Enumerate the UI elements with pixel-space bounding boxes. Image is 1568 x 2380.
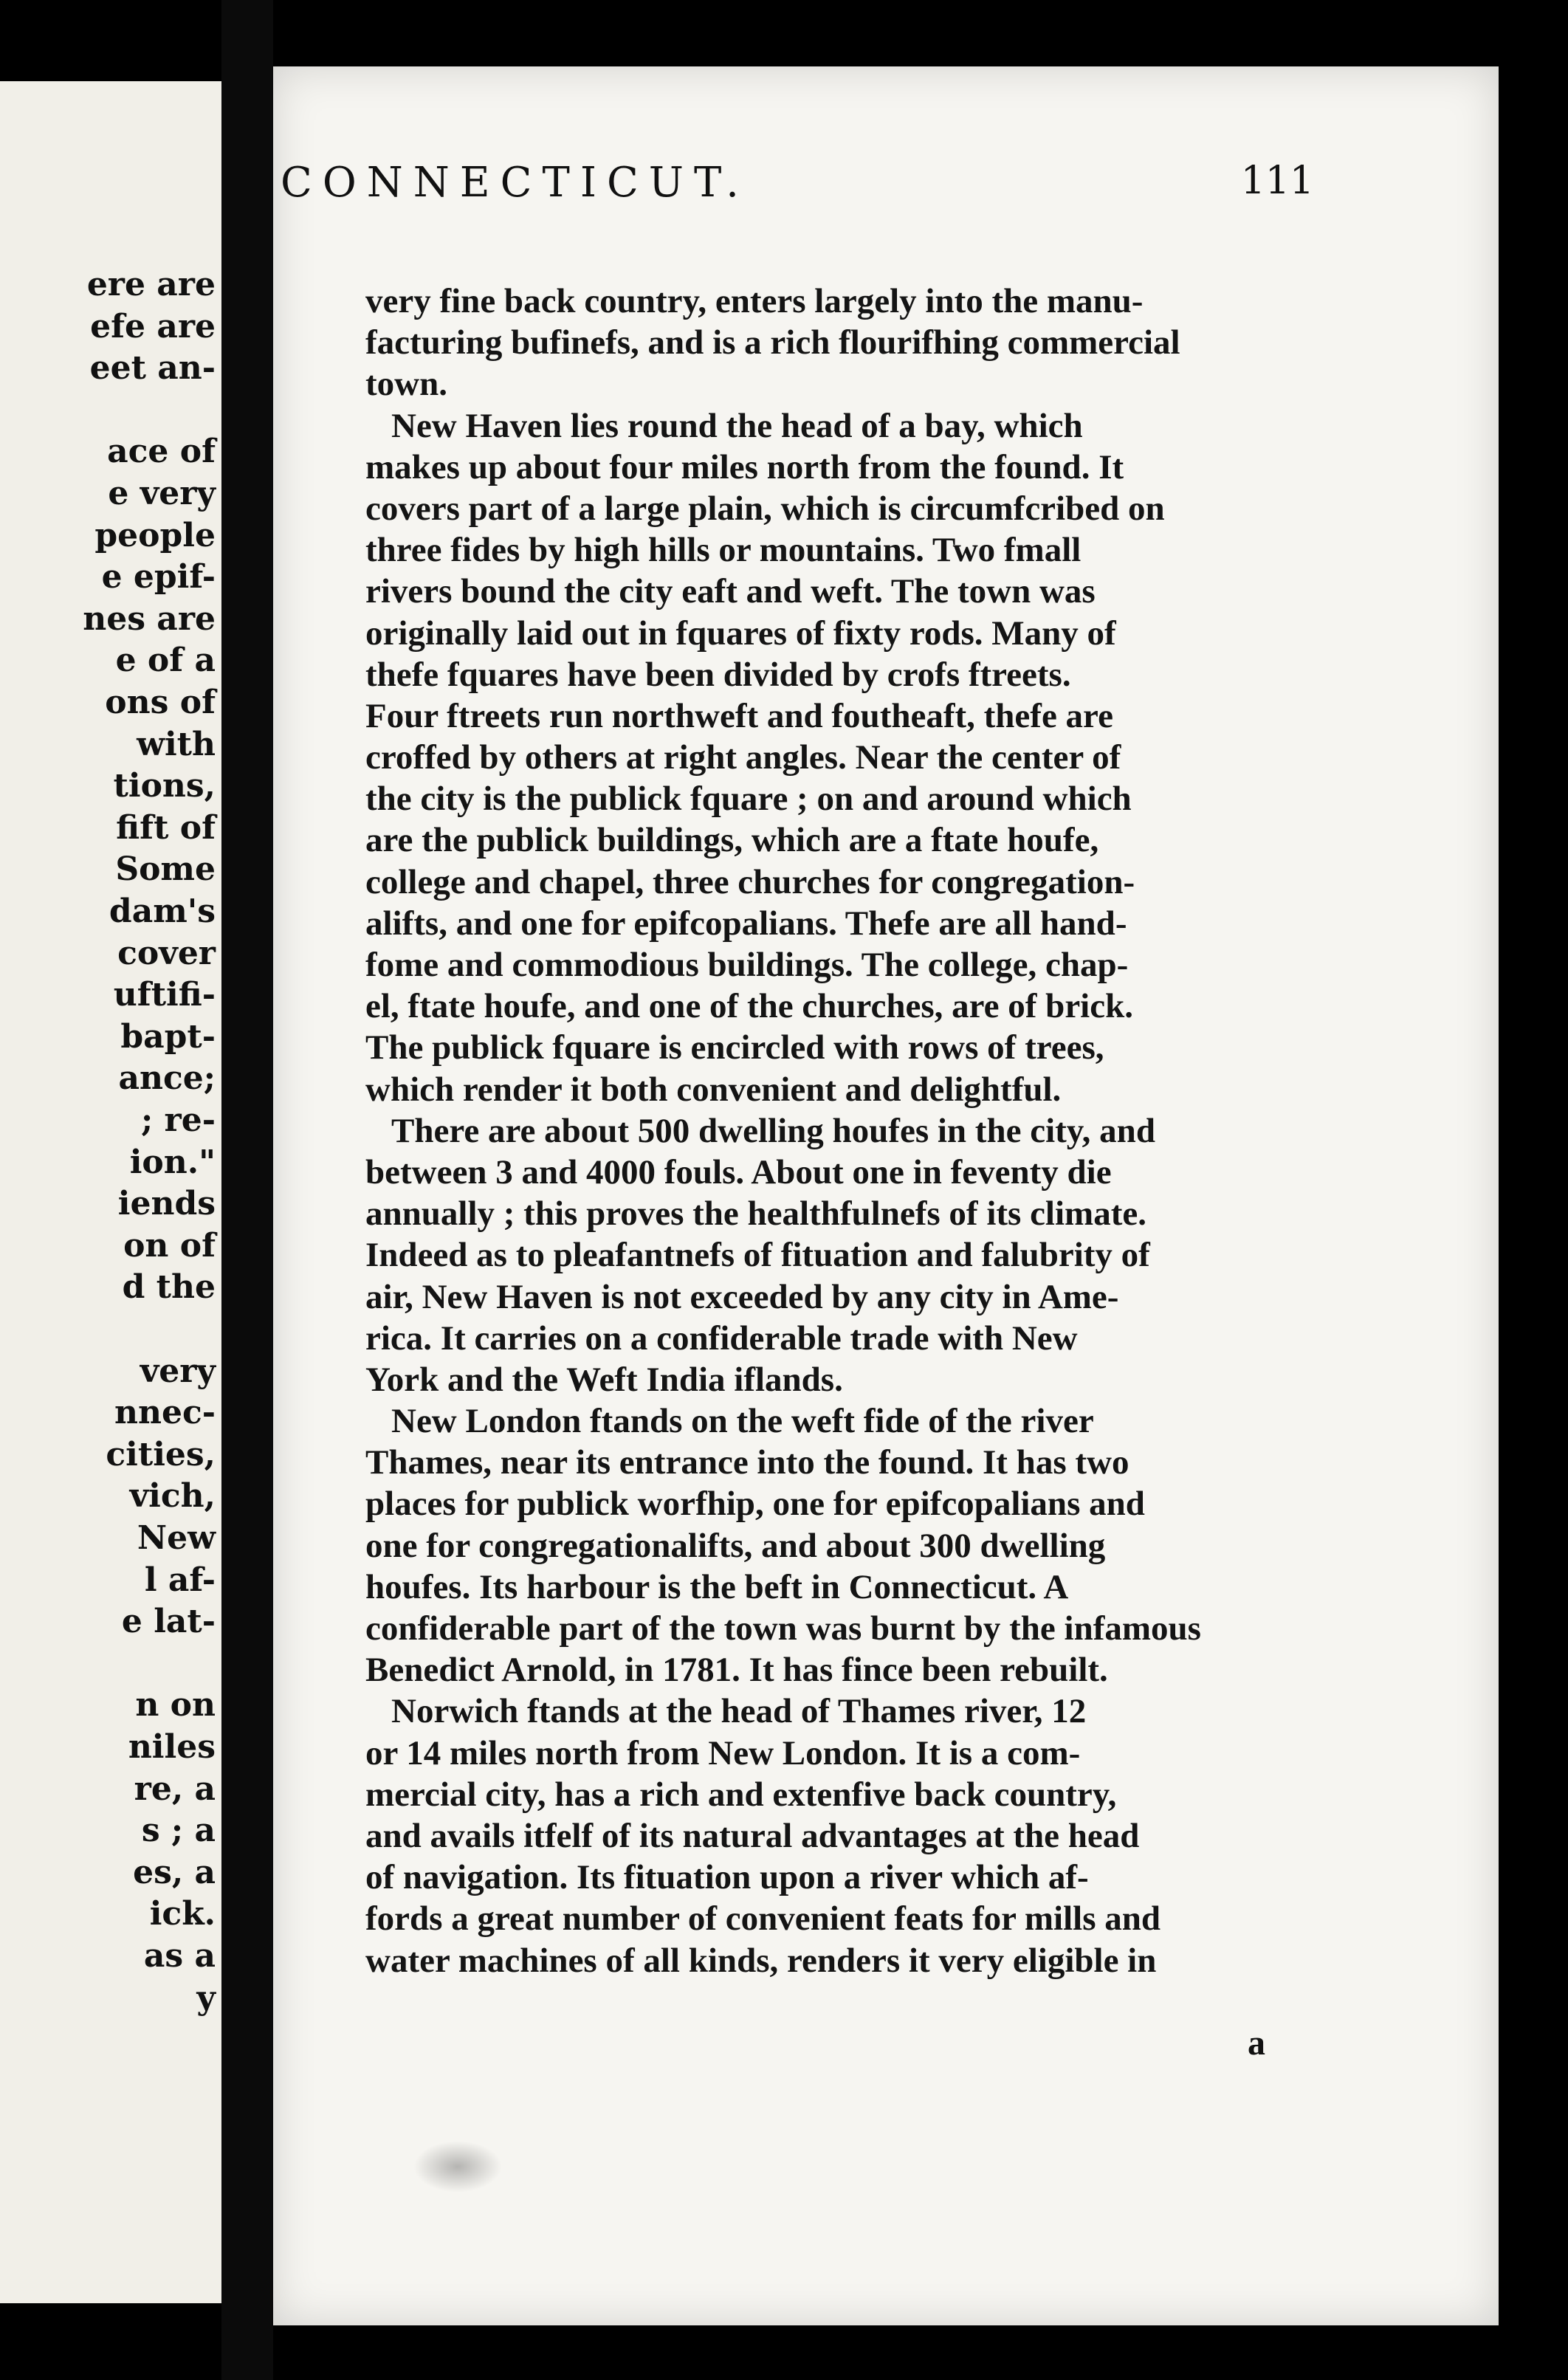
left-page-line-fragment: ion."	[129, 1143, 216, 1181]
text-line: confiderable part of the town was burnt by the infamous	[365, 1609, 1201, 1648]
page-header	[281, 159, 1314, 225]
text-line: places for publick worfhip, one for epifcopalians and	[365, 1485, 1145, 1524]
left-page-line-fragment: nnec-	[114, 1394, 216, 1432]
left-page-line-fragment: iends	[117, 1185, 216, 1223]
text-line: houfes. Its harbour is the beft in Connecticut. A	[365, 1567, 1069, 1606]
left-page-fragment	[0, 81, 221, 2303]
text-line: Thames, near its entrance into the found. It has two	[365, 1443, 1129, 1482]
left-page-line-fragment: s ; a	[141, 1812, 216, 1850]
left-page-line-fragment: uftifi-	[113, 976, 216, 1014]
left-page-line-fragment: with	[137, 725, 216, 763]
left-page-line-fragment: e of a	[115, 642, 216, 680]
text-line: and avails itfelf of its natural advantages at the head	[365, 1816, 1140, 1855]
left-page-line-fragment: ace of	[107, 433, 216, 471]
left-page-line-fragment: cities,	[106, 1435, 216, 1473]
body-text	[365, 281, 1318, 1981]
text-line: rivers bound the city eaft and weft. The town was	[365, 572, 1096, 611]
left-page-line-fragment: people	[94, 516, 216, 554]
book-gutter	[221, 0, 273, 2380]
text-line: fome and commodious buildings. The college, chap-	[365, 946, 1129, 984]
text-line: town.	[365, 365, 447, 404]
left-page-line-fragment: ance;	[118, 1059, 216, 1098]
text-line: of navigation. Its fituation upon a river which af-	[365, 1858, 1089, 1897]
left-page-line-fragment: e very	[108, 475, 216, 512]
text-line: fords a great number of convenient feats for mills and	[365, 1899, 1161, 1939]
text-line: three fides by high hills or mountains. Two fmall	[365, 531, 1082, 570]
text-line: covers part of a large plain, which is circumfcribed on	[365, 489, 1165, 528]
text-line: very fine back country, enters largely into the manu-	[365, 282, 1144, 320]
text-line: The publick fquare is encircled with rows of trees,	[365, 1028, 1104, 1067]
left-page-line-fragment: tions,	[113, 767, 216, 805]
left-page-line-fragment: on of	[123, 1226, 216, 1265]
ink-smudge	[413, 2141, 502, 2192]
text-line: alifts, and one for epifcopalians. Thefe are all hand-	[365, 904, 1127, 943]
text-line: el, ftate houfe, and one of the churches, are of brick.	[365, 987, 1133, 1026]
text-line: croffed by others at right angles. Near the center of	[365, 738, 1121, 777]
left-page-line-fragment: dam's	[109, 892, 216, 930]
left-page-line-fragment: n on	[135, 1686, 216, 1724]
page-number: 111	[1240, 159, 1314, 203]
text-line: Four ftreets run northweft and foutheaft, thefe are	[365, 696, 1113, 735]
text-line: between 3 and 4000 fouls. About one in feventy die	[365, 1152, 1112, 1191]
text-line: are the publick buildings, which are a ftate houfe,	[365, 821, 1099, 860]
text-line: mercial city, has a rich and extenfive back country,	[365, 1775, 1117, 1814]
text-line: one for congregationalifts, and about 300 dwelling	[365, 1526, 1106, 1565]
text-line: or 14 miles north from New London. It is a com-	[365, 1733, 1081, 1772]
text-line: Benedict Arnold, in 1781. It has fince been rebuilt.	[365, 1651, 1108, 1690]
text-line: New London ftands on the weft fide of the river	[391, 1402, 1094, 1441]
left-page-line-fragment: ons of	[105, 684, 216, 721]
left-page-line-fragment: l af-	[144, 1561, 216, 1599]
left-page-line-fragment: d the	[122, 1268, 216, 1307]
left-page-line-fragment: e epif-	[101, 558, 216, 596]
text-line: Norwich ftands at the head of Thames river, 12	[391, 1692, 1087, 1731]
text-line: air, New Haven is not exceeded by any city in Ame-	[365, 1277, 1119, 1316]
left-page-line-fragment: ere are	[86, 266, 216, 303]
left-page-line-fragment: fift of	[116, 808, 216, 847]
text-line: which render it both convenient and delightful.	[365, 1070, 1062, 1109]
text-line: Indeed as to pleafantnefs of fituation and falubrity of	[365, 1236, 1150, 1275]
text-line: rica. It carries on a confiderable trade with New	[365, 1318, 1078, 1358]
running-head: CONNECTICUT.	[281, 159, 749, 207]
left-page-line-fragment: as a	[143, 1937, 216, 1975]
text-line: thefe fquares have been divided by crofs ftreets.	[365, 655, 1071, 694]
left-page-line-fragment: nes are	[83, 599, 216, 638]
text-line: York and the Weft India iflands.	[365, 1360, 843, 1399]
left-page-line-fragment: vich,	[129, 1477, 216, 1516]
left-page-line-fragment: cover	[117, 934, 216, 972]
text-line: annually ; this proves the healthfulnefs of its climate.	[365, 1194, 1146, 1234]
left-page-line-fragment: efe are	[90, 307, 216, 345]
left-page-line-fragment: niles	[128, 1728, 216, 1766]
text-line: There are about 500 dwelling houfes in the city, and	[391, 1111, 1155, 1150]
text-line: facturing bufinefs, and is a rich flourifhing commercial	[365, 323, 1180, 362]
left-page-line-fragment: e lat-	[121, 1603, 216, 1641]
left-page-line-fragment: New	[137, 1519, 216, 1557]
left-page-line-fragment: ; re-	[141, 1101, 216, 1139]
left-page-line-fragment: Some	[115, 850, 216, 889]
left-page-line-fragment: y	[196, 1978, 216, 2017]
text-line: makes up about four miles north from the found. It	[365, 447, 1124, 486]
text-line: college and chapel, three churches for congregation-	[365, 862, 1135, 901]
left-page-line-fragment: bapt-	[120, 1017, 216, 1056]
left-page-line-fragment: ick.	[149, 1895, 216, 1933]
left-page-line-fragment: eet an-	[89, 349, 216, 388]
text-line: the city is the publick fquare ; on and around which	[365, 780, 1132, 819]
text-line: originally laid out in fquares of fixty rods. Many of	[365, 613, 1116, 653]
left-page-line-fragment: very	[140, 1352, 216, 1390]
left-page-line-fragment: es, a	[133, 1853, 216, 1891]
text-line: water machines of all kinds, renders it very eligible in	[365, 1941, 1157, 1980]
catchword: a	[1248, 2023, 1265, 2063]
left-page-line-fragment: re, a	[134, 1769, 216, 1808]
text-line: New Haven lies round the head of a bay, which	[391, 406, 1083, 445]
